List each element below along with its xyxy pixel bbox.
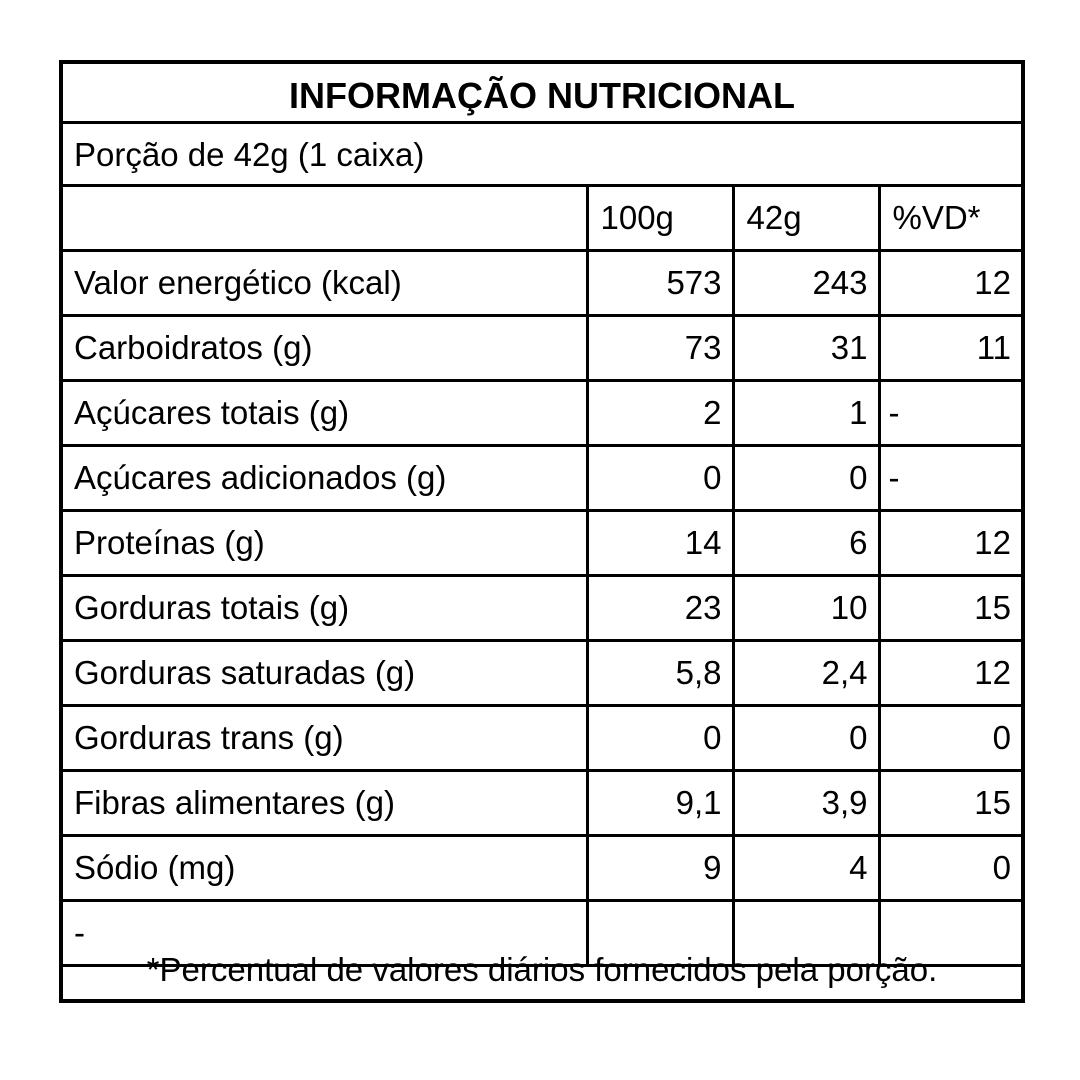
header-vd: %VD* — [879, 187, 1021, 251]
label-title: INFORMAÇÃO NUTRICIONAL — [63, 64, 1021, 124]
value-vd: - — [879, 381, 1021, 446]
table-row — [63, 576, 1021, 641]
portion-size: Porção de 42g (1 caixa) — [63, 124, 1021, 187]
value-42g: 6 — [733, 511, 879, 576]
value-100g: 573 — [587, 251, 733, 316]
nutrient-name: Gorduras trans (g) — [63, 706, 587, 771]
nutrient-name: Gorduras saturadas (g) — [63, 641, 587, 706]
nutrient-name: - — [63, 901, 587, 966]
value-100g: 9,1 — [587, 771, 733, 836]
nutrient-name: Açúcares adicionados (g) — [63, 446, 587, 511]
nutrient-name: Fibras alimentares (g) — [63, 771, 587, 836]
table-row — [63, 316, 1021, 381]
table-row — [63, 641, 1021, 706]
header-blank — [63, 187, 587, 251]
value-100g: 73 — [587, 316, 733, 381]
value-42g: 0 — [733, 446, 879, 511]
value-100g: 14 — [587, 511, 733, 576]
value-42g: 2,4 — [733, 641, 879, 706]
value-vd: 0 — [879, 836, 1021, 901]
value-42g: 3,9 — [733, 771, 879, 836]
nutrient-name: Açúcares totais (g) — [63, 381, 587, 446]
value-vd: 12 — [879, 251, 1021, 316]
value-vd: 15 — [879, 576, 1021, 641]
value-100g: 23 — [587, 576, 733, 641]
header-42g: 42g — [733, 187, 879, 251]
value-42g: 4 — [733, 836, 879, 901]
value-42g: 31 — [733, 316, 879, 381]
table-row — [63, 381, 1021, 446]
nutrient-name: Carboidratos (g) — [63, 316, 587, 381]
table-row — [63, 251, 1021, 316]
value-42g: 0 — [733, 706, 879, 771]
table-header-row — [63, 187, 1021, 251]
value-42g: 243 — [733, 251, 879, 316]
value-vd: 11 — [879, 316, 1021, 381]
table-row — [63, 446, 1021, 511]
value-100g: 0 — [587, 706, 733, 771]
table-row — [63, 706, 1021, 771]
footnote: *Percentual de valores diários fornecidos pela porção. — [146, 951, 938, 988]
value-100g: 2 — [587, 381, 733, 446]
nutrient-name: Sódio (mg) — [63, 836, 587, 901]
value-100g: 9 — [587, 836, 733, 901]
table-row — [63, 836, 1021, 901]
table-row — [63, 771, 1021, 836]
value-42g: 10 — [733, 576, 879, 641]
value-vd: 0 — [879, 706, 1021, 771]
nutrient-name: Gorduras totais (g) — [63, 576, 587, 641]
table-row — [63, 511, 1021, 576]
value-100g: 0 — [587, 446, 733, 511]
nutrient-name: Proteínas (g) — [63, 511, 587, 576]
nutrition-table — [63, 187, 1021, 967]
nutrition-facts-label — [59, 60, 1025, 1003]
header-100g: 100g — [587, 187, 733, 251]
value-vd: 15 — [879, 771, 1021, 836]
value-vd: 12 — [879, 511, 1021, 576]
value-vd: - — [879, 446, 1021, 511]
value-42g: 1 — [733, 381, 879, 446]
nutrient-name: Valor energético (kcal) — [63, 251, 587, 316]
value-100g: 5,8 — [587, 641, 733, 706]
value-vd: 12 — [879, 641, 1021, 706]
